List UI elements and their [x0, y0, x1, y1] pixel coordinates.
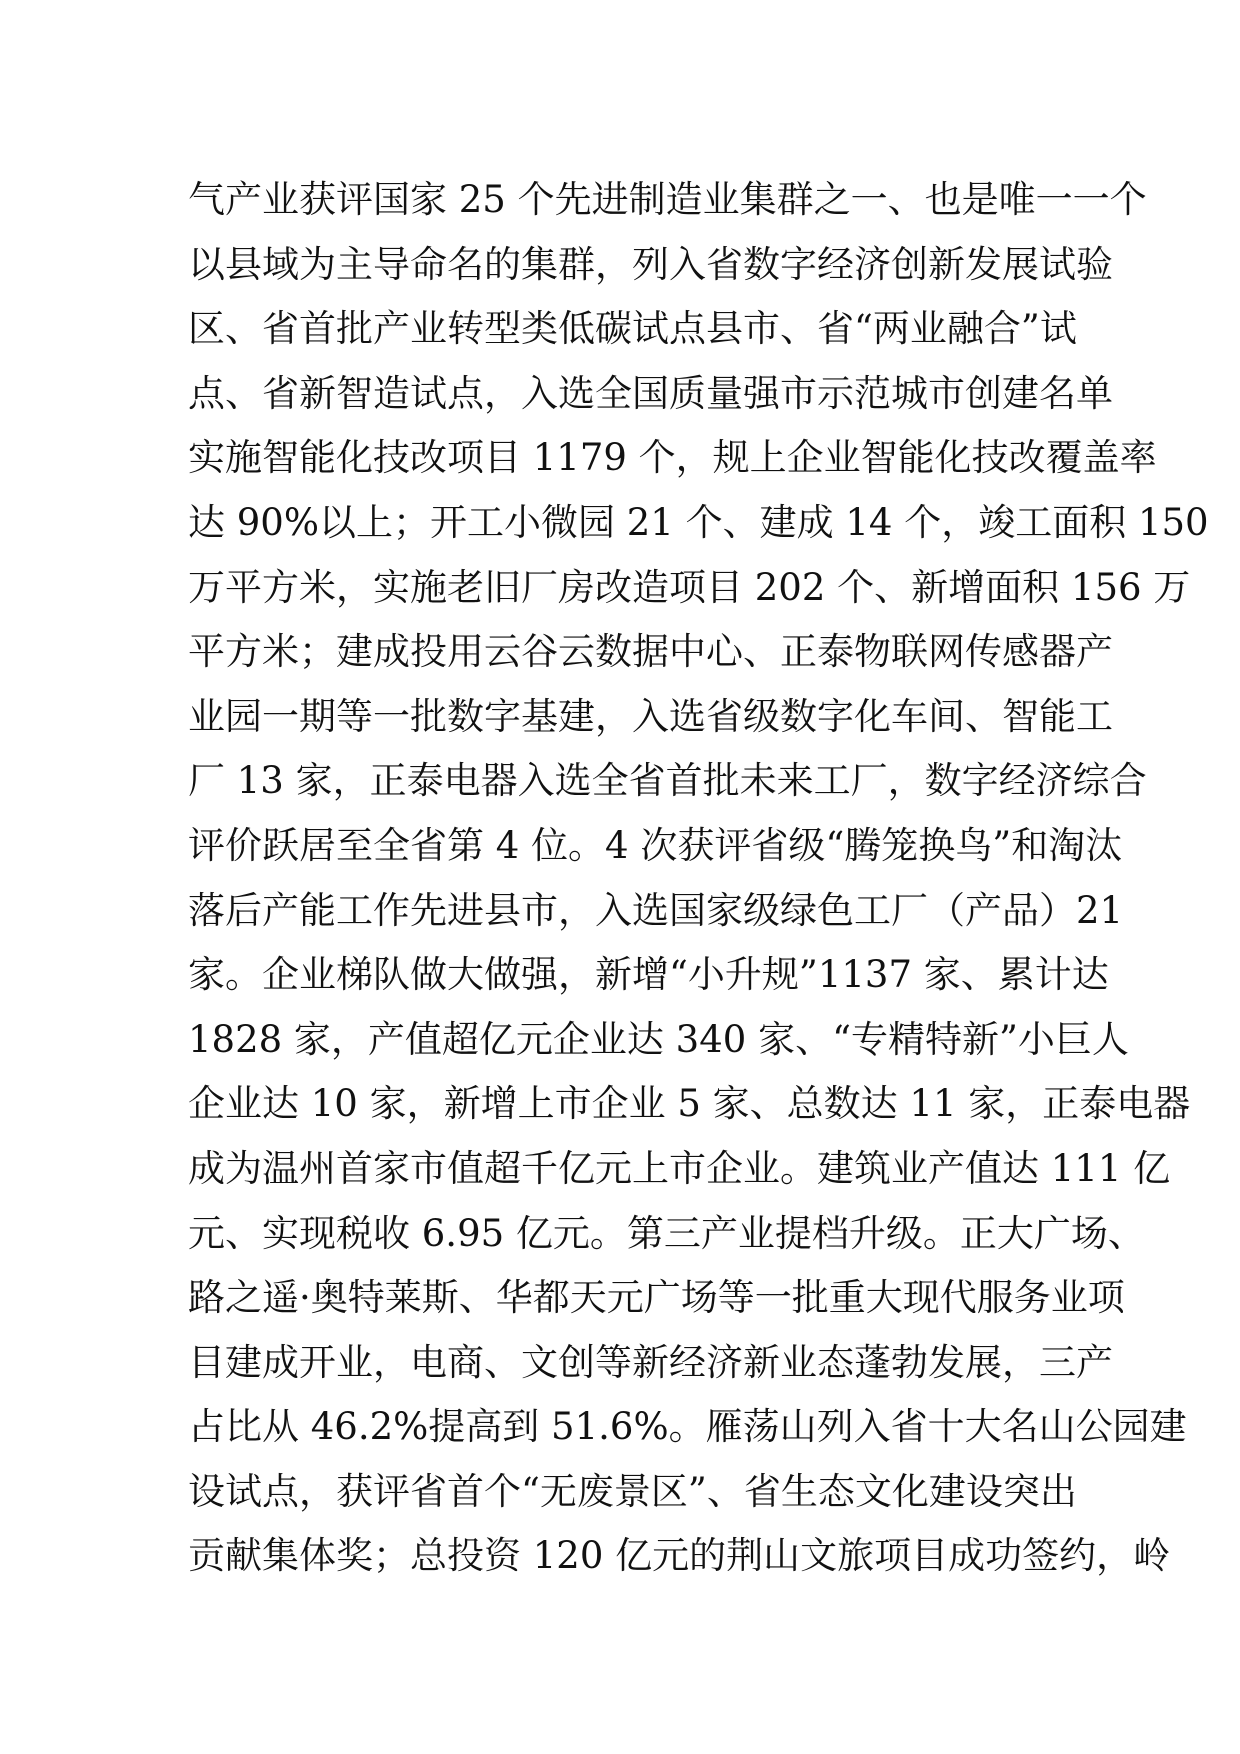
text-line: 平方米；建成投用云谷云数据中心、正泰物联网传感器产: [188, 630, 1113, 674]
text-line: 达 90%以上；开工小微园 21 个、建成 14 个，竣工面积 150: [188, 500, 1209, 544]
text-line: 区、省首批产业转型类低碳试点县市、省“两业融合”试: [188, 307, 1077, 351]
text-line: 落后产能工作先进县市，入选国家级绿色工厂（产品）21: [188, 888, 1124, 932]
text-line: 占比从 46.2%提高到 51.6%。雁荡山列入省十大名山公园建: [188, 1405, 1187, 1449]
text-line: 评价跃居至全省第 4 位。4 次获评省级“腾笼换鸟”和淘汰: [188, 823, 1123, 867]
text-line: 成为温州首家市值超千亿元上市企业。建筑业产值达 111 亿: [188, 1146, 1171, 1190]
body-paragraph: [188, 168, 1209, 1589]
text-line: 设试点，获评省首个“无废景区”、省生态文化建设突出: [188, 1469, 1077, 1513]
text-line: 路之遥·奥特莱斯、华都天元广场等一批重大现代服务业项: [188, 1276, 1125, 1320]
text-line: 元、实现税收 6.95 亿元。第三产业提档升级。正大广场、: [188, 1211, 1145, 1255]
text-line: 以县域为主导命名的集群，列入省数字经济创新发展试验: [188, 242, 1113, 286]
text-line: 家。企业梯队做大做强，新增“小升规”1137 家、累计达: [188, 953, 1109, 997]
text-line: 实施智能化技改项目 1179 个，规上企业智能化技改覆盖率: [188, 436, 1157, 480]
text-line: 业园一期等一批数字基建，入选省级数字化车间、智能工: [188, 694, 1113, 738]
text-line: 贡献集体奖；总投资 120 亿元的荆山文旅项目成功签约，岭: [188, 1534, 1171, 1578]
text-line: 点、省新智造试点，入选全国质量强市示范城市创建名单: [188, 371, 1113, 415]
text-line: 目建成开业，电商、文创等新经济新业态蓬勃发展，三产: [188, 1340, 1113, 1384]
text-line: 气产业获评国家 25 个先进制造业集群之一、也是唯一一个: [188, 178, 1147, 221]
text-line: 1828 家，产值超亿元企业达 340 家、“专精特新”小巨人: [188, 1017, 1129, 1061]
text-line: 万平方米，实施老旧厂房改造项目 202 个、新增面积 156 万: [188, 565, 1191, 609]
text-line: 企业达 10 家，新增上市企业 5 家、总数达 11 家，正泰电器: [188, 1082, 1191, 1126]
text-line: 厂 13 家，正泰电器入选全省首批未来工厂，数字经济综合: [188, 759, 1147, 803]
